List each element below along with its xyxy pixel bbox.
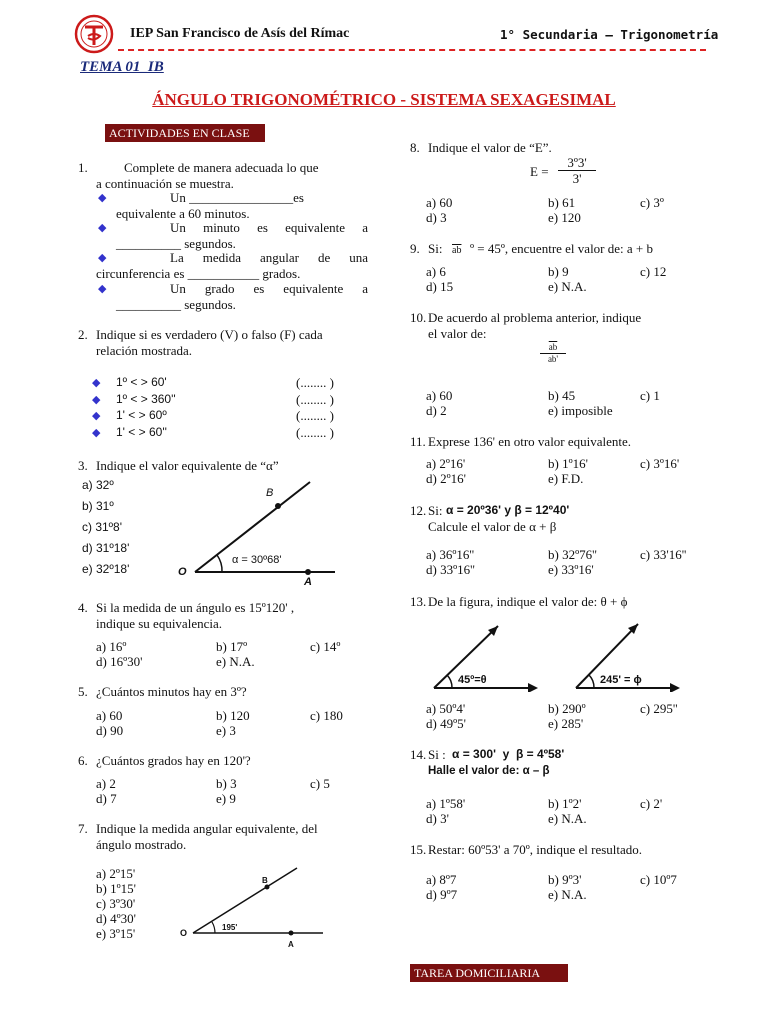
q4-option-b: b) 17º [216, 639, 248, 654]
q7-number: 7. [78, 821, 88, 836]
q8-e-label: E = [530, 164, 549, 179]
q10-fraction [540, 342, 566, 365]
q15-option-a: a) 8º7 [426, 872, 457, 887]
q7-angle-figure [185, 862, 325, 942]
school-name: IEP San Francisco de Asís del Rímac [130, 26, 350, 41]
school-logo [74, 14, 114, 54]
q10-number: 10. [410, 310, 427, 325]
q3-option-c: c) 31º8' [82, 520, 123, 534]
q2-item: 1' < > 60º [116, 408, 167, 422]
q12-text-b: Calcule el valor de α + β [428, 519, 557, 534]
q7-option-e: e) 3º15' [96, 926, 136, 941]
q3-number: 3. [78, 458, 88, 473]
q11-option-c: c) 3º16' [640, 456, 680, 471]
q2-item: 1' < > 60'' [116, 425, 167, 439]
q8-option-a: a) 60 [426, 195, 453, 210]
course-name: 1° Secundaria – Trigonometría [500, 27, 719, 42]
q14-text-a: Si : [428, 747, 446, 762]
q15-option-b: b) 9º3' [548, 872, 582, 887]
q4-option-d: d) 16º30' [96, 654, 143, 669]
q4-text2: indique su equivalencia. [96, 616, 222, 631]
q6-option-a: a) 2 [96, 776, 116, 791]
bullet-diamond-icon: ◆ [92, 394, 101, 406]
q6-option-b: b) 3 [216, 776, 237, 791]
q8-number: 8. [410, 140, 420, 155]
q12-option-d: d) 33º16'' [426, 562, 475, 577]
q2-item: 1º < > 360'' [116, 392, 176, 406]
q14-option-d: d) 3' [426, 811, 449, 826]
q10-text1: De acuerdo al problema anterior, indique [428, 310, 642, 325]
q11-option-b: b) 1º16' [548, 456, 588, 471]
q12-text-a: Si: [428, 503, 443, 518]
q8-option-c: c) 3º [640, 195, 664, 210]
q11-number: 11. [410, 434, 426, 449]
q12-option-a: a) 36º16'' [426, 547, 475, 562]
q9-option-b: b) 9 [548, 264, 569, 279]
q1-bullet3a: La medida angular de una [170, 250, 368, 265]
q7-option-b: b) 1º15' [96, 881, 136, 896]
q6-option-d: d) 7 [96, 791, 117, 806]
q13-angle-phi: 245' = ϕ [600, 674, 642, 686]
bullet-diamond-icon: ◆ [98, 192, 107, 204]
q15-number: 15. [410, 842, 427, 857]
q1-text2: a continuación se muestra. [96, 176, 234, 191]
q8-option-e: e) 120 [548, 210, 581, 225]
q7-label-a: A [288, 940, 294, 949]
bullet-diamond-icon: ◆ [92, 377, 101, 389]
q12-option-e: e) 33º16' [548, 562, 594, 577]
q3-label-a: A [304, 576, 312, 588]
q1-bullet3b: circunferencia es ___________ grados. [96, 266, 301, 281]
section-activities: ACTIVIDADES EN CLASE [105, 124, 265, 142]
q12-option-c: c) 33'16'' [640, 547, 687, 562]
q8-option-d: d) 3 [426, 210, 447, 225]
q2-blank: (........ ) [296, 375, 334, 390]
q7-option-c: c) 3º30' [96, 896, 136, 911]
section-homework: TAREA DOMICILIARIA [410, 964, 568, 982]
q8-fraction [558, 155, 596, 186]
q10-option-c: c) 1 [640, 388, 660, 403]
q9-option-a: a) 6 [426, 264, 446, 279]
q13-text: De la figura, indique el valor de: θ + ϕ [428, 594, 628, 609]
q5-option-c: c) 180 [310, 708, 343, 723]
q3-option-e: e) 32º18' [82, 562, 130, 576]
q1-bullet1a: Un ________________es [170, 190, 304, 205]
q9-text-a: Si: [428, 241, 443, 256]
q2-item: 1º < > 60' [116, 375, 167, 389]
q10-text2: el valor de: [428, 326, 487, 341]
bullet-diamond-icon: ◆ [98, 252, 107, 264]
q6-number: 6. [78, 753, 88, 768]
q7-angle-label: 195' [222, 923, 238, 932]
bullet-diamond-icon: ◆ [98, 222, 107, 234]
q8-option-b: b) 61 [548, 195, 576, 210]
q7-text1: Indique la medida angular equivalente, del [96, 821, 318, 836]
q7-label-b: B [262, 876, 268, 885]
q10-option-d: d) 2 [426, 403, 447, 418]
q3-text: Indique el valor equivalente de “α” [96, 458, 279, 473]
q10-denominator: ab' [547, 354, 559, 364]
q2-text1: Indique si es verdadero (V) o falso (F) cada [96, 327, 323, 342]
q15-text: Restar: 60º53' a 70º, indique el resultado. [428, 842, 643, 857]
q8-text: Indique el valor de “E”. [428, 140, 552, 155]
q6-option-e: e) 9 [216, 791, 236, 806]
q2-text2: relación mostrada. [96, 343, 193, 358]
q11-option-e: e) F.D. [548, 471, 584, 486]
q15-option-c: c) 10º7 [640, 872, 677, 887]
q8-numerator: 3º3' [558, 155, 596, 171]
page-title: ÁNGULO TRIGONOMÉTRICO - SISTEMA SEXAGESIMAL [152, 90, 616, 109]
q4-text1: Si la medida de un ángulo es 15º120' , [96, 600, 295, 615]
q3-angle-figure [170, 478, 340, 588]
q14-option-b: b) 1º2' [548, 796, 582, 811]
q1-bullet2a: Un minuto es equivalente a [170, 220, 368, 235]
q6-text: ¿Cuántos grados hay en 120'? [96, 753, 251, 768]
question-number: 1. [78, 160, 88, 175]
q1-bullet4a: Un grado es equivalente a [170, 281, 368, 296]
q13-option-c: c) 295'' [640, 701, 678, 716]
q14-text-b: Halle el valor de: α – β [428, 765, 550, 777]
q11-text: Exprese 136' en otro valor equivalente. [428, 434, 632, 449]
q15-option-e: e) N.A. [548, 887, 587, 902]
q14-values: α = 300' y β = 4º58' [452, 747, 565, 761]
q9-option-e: e) N.A. [548, 279, 587, 294]
q2-blank: (........ ) [296, 408, 334, 423]
q12-option-b: b) 32º76'' [548, 547, 597, 562]
q9-ab: $\overline{ab}$ [452, 245, 462, 256]
q5-option-e: e) 3 [216, 723, 236, 738]
q14-option-a: a) 1º58' [426, 796, 466, 811]
bullet-diamond-icon: ◆ [92, 410, 101, 422]
q5-option-b: b) 120 [216, 708, 250, 723]
q14-option-e: e) N.A. [548, 811, 587, 826]
q1-bullet4b: __________ segundos. [116, 297, 236, 312]
q12-values: α = 20º36' y β = 12º40' [446, 503, 570, 517]
q7-option-d: d) 4º30' [96, 911, 136, 926]
q3-label-o: O [178, 566, 187, 578]
q9-option-d: d) 15 [426, 279, 454, 294]
q2-blank: (........ ) [296, 392, 334, 407]
q4-option-c: c) 14º [310, 639, 341, 654]
q5-number: 5. [78, 684, 88, 699]
q13-option-e: e) 285' [548, 716, 584, 731]
q7-text2: ángulo mostrado. [96, 837, 187, 852]
q4-number: 4. [78, 600, 88, 615]
q3-option-d: d) 31º18' [82, 541, 130, 555]
q3-option-a: a) 32º [82, 478, 114, 492]
q10-numerator: $\overline{ab}$ [540, 342, 566, 354]
q9-number: 9. [410, 241, 420, 256]
q14-number: 14. [410, 747, 427, 762]
q5-option-d: d) 90 [96, 723, 124, 738]
q11-option-a: a) 2º16' [426, 456, 466, 471]
q10-option-b: b) 45 [548, 388, 576, 403]
q10-option-e: e) imposible [548, 403, 613, 418]
q11-option-d: d) 2º16' [426, 471, 466, 486]
q7-option-a: a) 2º15' [96, 866, 136, 881]
q7-label-o: O [180, 928, 188, 938]
q4-option-e: e) N.A. [216, 654, 255, 669]
q2-number: 2. [78, 327, 88, 342]
q8-denominator: 3' [572, 171, 582, 186]
q1-bullet2b: __________ segundos. [116, 236, 236, 251]
q9-option-c: c) 12 [640, 264, 667, 279]
q4-option-a: a) 16º [96, 639, 127, 654]
q15-option-d: d) 9º7 [426, 887, 458, 902]
q12-number: 12. [410, 503, 427, 518]
q10-option-a: a) 60 [426, 388, 453, 403]
q14-option-c: c) 2' [640, 796, 663, 811]
q6-option-c: c) 5 [310, 776, 330, 791]
tema-label: TEMA 01_IB [80, 59, 164, 75]
q9-text-b: º = 45º, encuentre el valor de: a + b [470, 241, 653, 256]
q5-option-a: a) 60 [96, 708, 123, 723]
header-divider [118, 49, 706, 51]
bullet-diamond-icon: ◆ [92, 427, 101, 439]
q2-blank: (........ ) [296, 425, 334, 440]
q5-text: ¿Cuántos minutos hay en 3º? [96, 684, 247, 699]
q13-option-a: a) 50º4' [426, 701, 466, 716]
q13-option-b: b) 290º [548, 701, 586, 716]
q3-label-b: B [266, 487, 274, 499]
bullet-diamond-icon: ◆ [98, 283, 107, 295]
q13-number: 13. [410, 594, 427, 609]
q3-option-b: b) 31º [82, 499, 114, 513]
q1-text1: Complete de manera adecuada lo que [124, 160, 319, 175]
q1-bullet1b: equivalente a 60 minutos. [116, 206, 250, 221]
q3-angle-label: α = 30º68' [232, 554, 282, 566]
q13-option-d: d) 49º5' [426, 716, 466, 731]
q13-angle-theta: 45º=θ [458, 674, 487, 686]
